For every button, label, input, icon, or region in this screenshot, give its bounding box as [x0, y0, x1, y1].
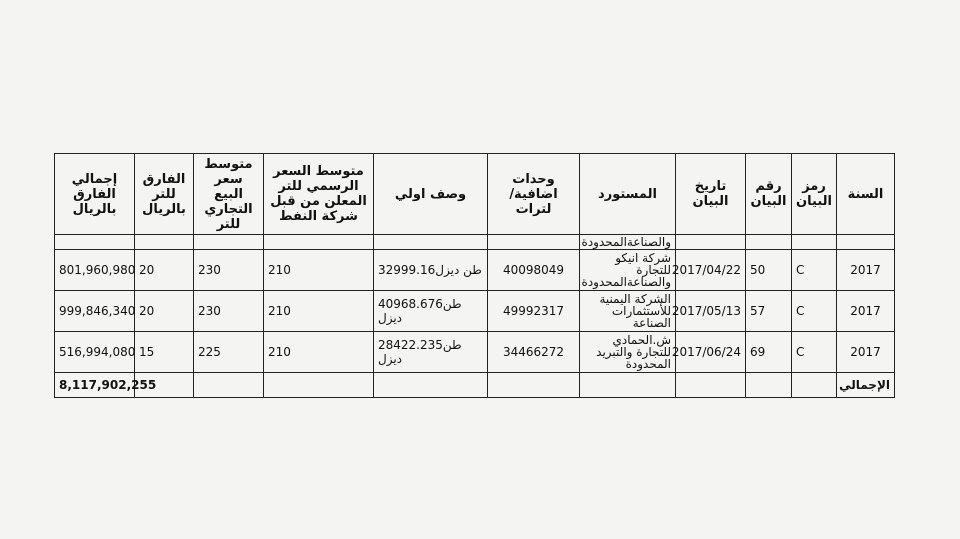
- cell-official-price: 210: [264, 291, 374, 332]
- cell-importer: ش.الحمادي للتجارة والتبريد المحدودة: [580, 332, 676, 373]
- cell-diff-per-liter: 20: [135, 250, 194, 291]
- cell-commercial-price: 230: [194, 291, 264, 332]
- table-row: [55, 291, 895, 332]
- fuel-import-table: [54, 153, 895, 398]
- cell-statement-no: 69: [746, 332, 792, 373]
- cell-diff-per-liter: 15: [135, 332, 194, 373]
- cell-diff-per-liter: 20: [135, 291, 194, 332]
- cell-statement-date: 2017/05/13: [676, 291, 746, 332]
- cell-total-diff: 516,994,080: [55, 332, 135, 373]
- header-official-price: متوسط السعر الرسمي للتر المعلن من قبل شركة النفط: [264, 154, 374, 235]
- cell-statement-date: 2017/06/24: [676, 332, 746, 373]
- total-row: [55, 373, 895, 398]
- cell-description: 32999.16طن ديزل: [374, 250, 488, 291]
- table-row: [55, 332, 895, 373]
- cell-description: 40968.676طن ديزل: [374, 291, 488, 332]
- total-label: الإجمالي: [837, 373, 895, 398]
- cell-commercial-price: 225: [194, 332, 264, 373]
- cell-year: 2017: [837, 250, 895, 291]
- header-statement-date: تاريخ البيان: [676, 154, 746, 235]
- cell-units: 34466272: [488, 332, 580, 373]
- cell-code: C: [792, 332, 837, 373]
- header-year: السنة: [837, 154, 895, 235]
- cell-importer: شركة انيكو للتجارة والصناعةالمحدودة: [580, 250, 676, 291]
- total-value: 8,117,902,255: [55, 373, 135, 398]
- cell-year: 2017: [837, 291, 895, 332]
- cell-units: 40098049: [488, 250, 580, 291]
- header-statement-no: رقم البيان: [746, 154, 792, 235]
- cell-units: 49992317: [488, 291, 580, 332]
- header-row: [55, 154, 895, 235]
- cell-statement-date: 2017/04/22: [676, 250, 746, 291]
- header-importer: المستورد: [580, 154, 676, 235]
- header-code: رمز البيان: [792, 154, 837, 235]
- cell-statement-no: 50: [746, 250, 792, 291]
- cell-year: 2017: [837, 332, 895, 373]
- cell-official-price: 210: [264, 332, 374, 373]
- cell-description: 28422.235طن ديزل: [374, 332, 488, 373]
- table-row: [55, 250, 895, 291]
- header-diff-per-liter: الفارق للتر بالريال: [135, 154, 194, 235]
- cell-code: C: [792, 291, 837, 332]
- header-commercial-price: متوسط سعر البيع التجاري للتر: [194, 154, 264, 235]
- overflow-row: [55, 235, 895, 250]
- header-description: وصف اولي: [374, 154, 488, 235]
- cell-total-diff: 999,846,340: [55, 291, 135, 332]
- cell-total-diff: 801,960,980: [55, 250, 135, 291]
- cell-statement-no: 57: [746, 291, 792, 332]
- cell-code: C: [792, 250, 837, 291]
- overflow-text: والصناعةالمحدودة: [580, 235, 676, 250]
- header-units: وحدات اضافية/لترات: [488, 154, 580, 235]
- cell-commercial-price: 230: [194, 250, 264, 291]
- cell-importer: الشركة اليمنية للأستثمارات الصناعة: [580, 291, 676, 332]
- header-total-diff: إجمالي الفارق بالريال: [55, 154, 135, 235]
- cell-official-price: 210: [264, 250, 374, 291]
